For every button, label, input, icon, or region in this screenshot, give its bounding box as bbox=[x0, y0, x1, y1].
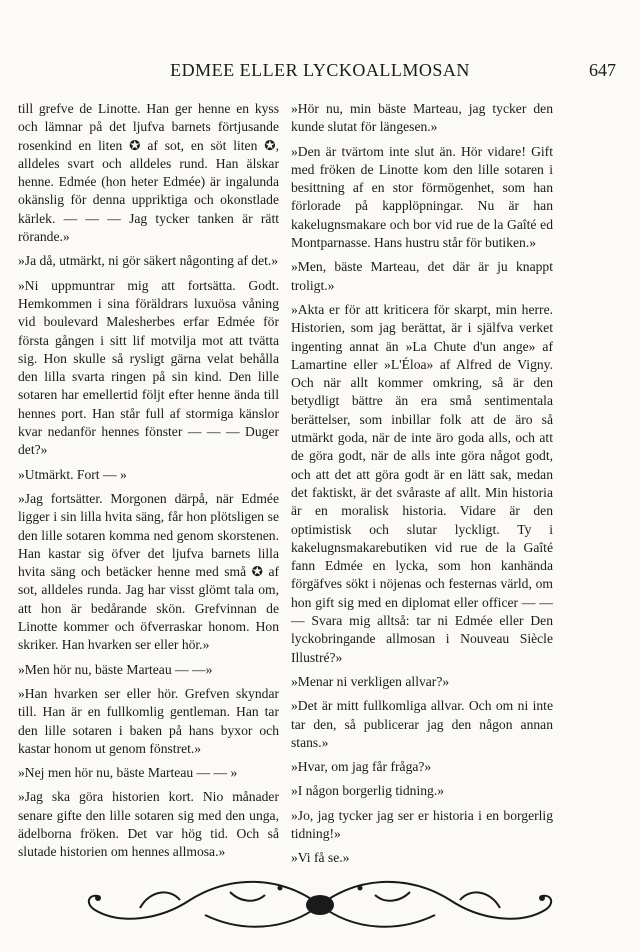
paragraph: »Den är tvärtom inte slut än. Hör vidare! Gift med fröken de Linotte kom den lille sotaren i besittning af en stor förmögenhet, som han förlorade på kapplöpningar. Nu är han kakelugnsmakare och bor vid rue de la Gaîté ed Montparnasse. Hans hustru står för butiken.» bbox=[291, 143, 553, 251]
paragraph: »Nej men hör nu, bäste Marteau — — » bbox=[18, 765, 238, 781]
paragraph: »Han hvarken ser eller hör. Grefven skyndar till. Han är en fullkomlig gentleman. Han tar den lille sotaren i baken på hans byxor och kastar honom ut genom fönstret.» bbox=[18, 685, 279, 756]
paragraph: »Utmärkt. Fort — » bbox=[18, 466, 127, 482]
paragraph: »Vi få se.» bbox=[291, 850, 350, 866]
page-header bbox=[24, 60, 616, 86]
paragraph: »I någon borgerlig tidning.» bbox=[291, 783, 445, 799]
paragraph: »Men, bäste Marteau, det där är ju knappt troligt.» bbox=[291, 259, 553, 293]
tailpiece-ornament-icon bbox=[80, 870, 560, 940]
paragraph: »Hör nu, min bäste Marteau, jag tycker den kunde slutat för längesen.» bbox=[291, 101, 553, 135]
right-column bbox=[291, 100, 553, 874]
paragraph: »Det är mitt fullkomliga allvar. Och om ni inte tar den, så publicerar jag den någon annan stans.» bbox=[291, 698, 553, 750]
paragraph: »Menar ni verkligen allvar?» bbox=[291, 673, 450, 689]
paragraph: »Hvar, om jag får fråga?» bbox=[291, 759, 432, 775]
paragraph: »Akta er för att kriticera för skarpt, min herre. Historien, som jag berättat, är i själfva verket ingenting annat än »La Chute d'un ange» af Lamartine eller »L'Éloa» af Alfred de Vigny. Och när allt kommer omkring, så är den betydligt bättre än era små sentimentala berättelser, som inbillar folk att de äro så utmärkt goda, när de inte äro goda alls, och att de göra godt, när de alls inte göra något godt, och att det att göra godt är en lätt sak, medan det faktiskt, är det svåraste af allt. Min historia är en moralisk historia. Vidare är den optimistisk och slutar lyckligt. Ty i kakelugnsmakarebutiken vid rue de la Gaîté fann Edmée en lycka, som hon kanhända förgäfves sökt i nöjenas och festernas värld, om hon gift sig med en diplomat eller officer — — — Svara mig alltså: tar ni Edmée eller Den lyckobringande allmosan i Nouveau Siècle Illustré?» bbox=[291, 301, 553, 665]
left-column bbox=[18, 100, 279, 868]
paragraph: »Jag ska göra historien kort. Nio månader senare gifte den lille sotaren sig med den unga, ädelborna fröken. Det var hög tid. Och så slutade historien om hennes allmosa.» bbox=[18, 789, 279, 860]
page-number: 647 bbox=[589, 60, 616, 80]
paragraph: till grefve de Linotte. Han ger henne en kyss och lämnar på det ljufva barnets förtjusande rosenkind en liten ✪ af sot, en söt liten ✪, alldeles svart och alldeles rund. Han älskar henne. Edmée (hon heter Edmée) är ingalunda okänslig för denna uppriktiga och okonstlade kärlek. — — — Jag tycker tanken är rätt rörande.» bbox=[18, 101, 279, 245]
paragraph: »Ja då, utmärkt, ni gör säkert någonting af det.» bbox=[18, 253, 279, 269]
paragraph: »Men hör nu, bäste Marteau — —» bbox=[18, 661, 213, 677]
paragraph: »Jo, jag tycker jag ser er historia i en borgerlig tidning!» bbox=[291, 807, 553, 841]
paragraph: »Ni uppmuntrar mig att fortsätta. Godt. Hemkommen i sina föräldrars luxuösa våning vid boulevard Malesherbes erfar Edmée för första gången i sitt lif motvilja mot att tvätta sig. Hon skulle så rysligt gärna velat behålla den lilla svarta ringen på sin kind. Den lille sotaren har emellertid följt efter henne ända till hennes port. Han står full af stormiga känslor kvar nedanför hennes fönster — — — Duger det?» bbox=[18, 277, 279, 458]
paragraph: »Jag fortsätter. Morgonen därpå, när Edmée ligger i sin lilla hvita säng, får hon plötsligen se den lille sotaren komma ned genom skorstenen. Han kastar sig öfver det ljufva barnets lilla hvita säng och betäcker henne med små ✪ af sot, alldeles runda. Jag har visst glömt tala om, att hon är bedårande skön. Grefvinnan de Linotte kommer och öfverraskar honom. Hon skriker. Han hvarken ser eller hör.» bbox=[18, 490, 279, 653]
running-title: EDMEE ELLER LYCKOALLMOSAN bbox=[170, 60, 470, 80]
